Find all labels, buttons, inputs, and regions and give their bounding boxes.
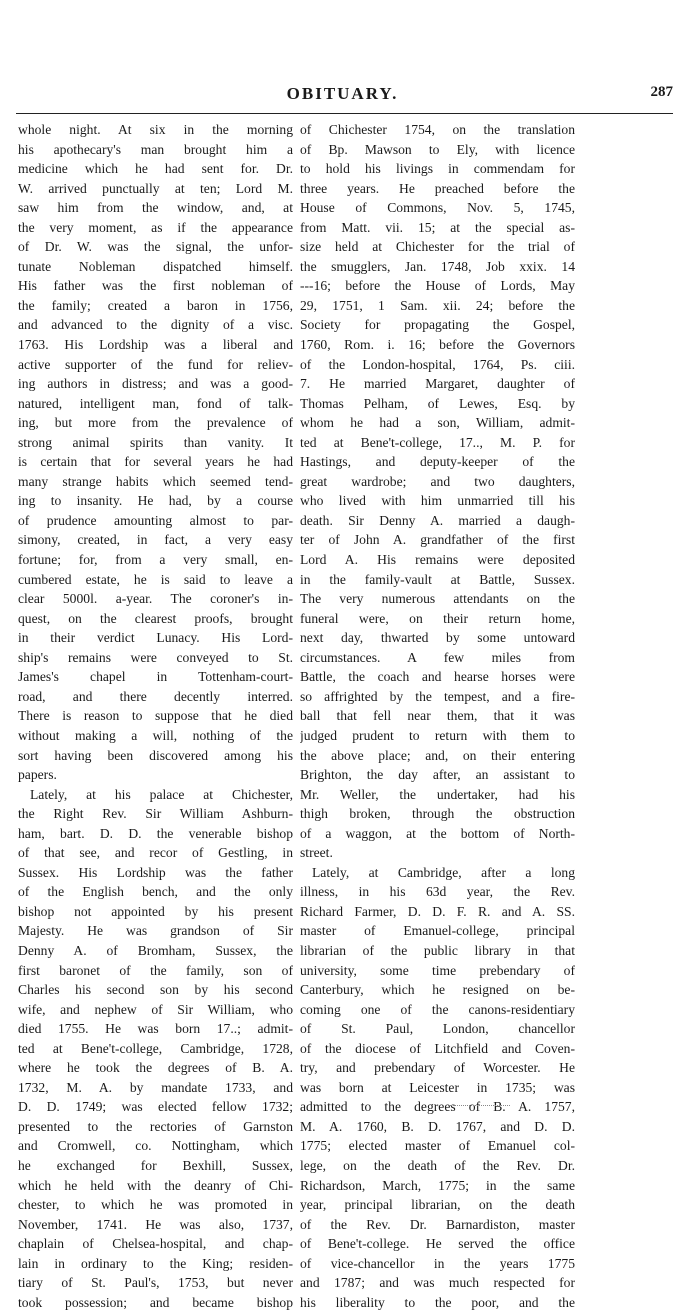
text-line: took possession; and became bishop (18, 1294, 293, 1310)
text-line: Sussex. His Lordship was the father (18, 864, 293, 880)
text-line: his liberality to the poor, and the (300, 1294, 575, 1310)
left-text-column (18, 120, 293, 1312)
text-line: of the Rev. Dr. Barnardiston, master (300, 1216, 575, 1232)
text-line: Lately, at Cambridge, after a long (312, 864, 575, 880)
text-line: Society for propagating the Gospel, (300, 317, 575, 333)
text-line: of a waggon, at the bottom of North- (300, 825, 575, 841)
text-line: cumbered estate, he is said to leave a (18, 571, 293, 587)
text-line: admitted to the degrees of B. A. 1757, (300, 1099, 575, 1115)
text-line: his apothecary's man brought him a (18, 141, 293, 157)
text-line: died 1755. He was born 17..; admit- (18, 1021, 293, 1037)
text-line: bishop not appointed by his present (18, 903, 293, 919)
text-line: sort having been discovered among his (18, 747, 293, 763)
text-line: fortune; for, from a very small, en- (18, 552, 293, 568)
text-line: Canterbury, which he resigned on be- (300, 982, 575, 998)
text-line: of that see, and recor of Gestling, in (18, 845, 293, 861)
text-line: Brighton, the day after, an assistant to (300, 767, 575, 783)
text-line: in their verdict Lunacy. His Lord- (18, 630, 293, 646)
text-line: librarian of the public library in that (300, 942, 575, 958)
text-line: great wardrobe; and two daughters, (300, 473, 575, 489)
text-line: was born at Leicester in 1735; was (300, 1079, 575, 1095)
text-line: of the diocese of Litchfield and Coven- (300, 1040, 575, 1056)
text-line: of the London-hospital, 1764, Ps. ciii. (300, 356, 575, 372)
text-line: where he took the degrees of B. A. (18, 1060, 293, 1076)
text-line: of vice-chancellor in the years 1775 (300, 1255, 575, 1271)
text-line: whom he had a son, William, admit- (300, 415, 575, 431)
text-line: Battle, the coach and hearse horses were (300, 669, 575, 685)
text-line: circumstances. A few miles from (300, 649, 575, 665)
text-line: year, principal librarian, on the death (300, 1197, 575, 1213)
text-line: of the English bench, and the only (18, 884, 293, 900)
text-line: illness, in his 63d year, the Rev. (300, 884, 575, 900)
text-line: coming one of the canons-residentiary (300, 1001, 575, 1017)
text-line: wife, and nephew of Sir William, who (18, 1001, 293, 1017)
text-line: James's chapel in Tottenham-court- (18, 669, 293, 685)
text-line: chester, to which he was promoted in (18, 1197, 293, 1213)
text-line: the Right Rev. Sir William Ashburn- (18, 806, 293, 822)
text-line: D. D. 1749; was elected fellow 1732; (18, 1099, 293, 1115)
text-line: active supporter of the fund for reliev- (18, 356, 293, 372)
text-line: Mr. Weller, the undertaker, had his (300, 786, 575, 802)
text-line: which he held with the deanry of Chi- (18, 1177, 293, 1193)
text-line: Thomas Pelham, of Lewes, Esq. by (300, 395, 575, 411)
text-line: House of Commons, Nov. 5, 1745, (300, 200, 575, 216)
text-line: clear 5000l. a-year. The coroner's in- (18, 591, 293, 607)
text-line: saw him from the window, and, at (18, 200, 293, 216)
text-line: medicine which he had sent for. Dr. (18, 161, 293, 177)
text-line: the smugglers, Jan. 1748, Job xxix. 14 (300, 258, 575, 274)
text-line: simony, created, in fact, a very easy (18, 532, 293, 548)
page-number: 287 (650, 84, 673, 100)
text-line: of prudence amounting almost to par- (18, 512, 293, 528)
text-line: Majesty. He was grandson of Sir (18, 923, 293, 939)
text-line: of Bene't-college. He served the office (300, 1236, 575, 1252)
page-title: OBITUARY. (286, 84, 399, 103)
text-line: next day, thwarted by some untoward (300, 630, 575, 646)
text-line: is certain that for several years he had (18, 454, 293, 470)
text-line: so affrighted by the tempest, and a fire- (300, 688, 575, 704)
text-line: Lately, at his palace at Chichester, (30, 786, 293, 802)
text-line: strong animal spirits than vanity. It (18, 434, 293, 450)
header-rule (16, 113, 673, 114)
text-line: size held at Chichester for the trial of (300, 239, 575, 255)
text-line: 1732, M. A. by mandate 1733, and (18, 1079, 293, 1095)
footer-mark (450, 1105, 510, 1106)
text-line: chaplain of Chelsea-hospital, and chap- (18, 1236, 293, 1252)
text-line: thigh broken, through the obstruction (300, 806, 575, 822)
text-line: the very moment, as if the appearance (18, 219, 293, 235)
text-line: try, and prebendary of Worcester. He (300, 1060, 575, 1076)
text-line: quest, on the clearest proofs, brought (18, 610, 293, 626)
text-line: natured, intelligent man, fond of talk- (18, 395, 293, 411)
text-line: of Chichester 1754, on the translation (300, 122, 575, 137)
text-line: 1760, Rom. i. 16; before the Governors (300, 337, 575, 353)
text-line: he exchanged for Bexhill, Sussex, (18, 1157, 293, 1173)
text-line: Charles his second son by his second (18, 982, 293, 998)
text-line: road, and there decently interred. (18, 688, 293, 704)
text-line: and 1787; and was much respected for (300, 1275, 575, 1291)
text-line: ted at Bene't-college, Cambridge, 1728, (18, 1040, 293, 1056)
text-line: tunate Nobleman dispatched himself. (18, 258, 293, 274)
text-line: papers. (18, 767, 57, 783)
text-line: W. arrived punctually at ten; Lord M. (18, 180, 293, 196)
text-line: who lived with him unmarried till his (300, 493, 575, 509)
text-line: 1763. His Lordship was a liberal and (18, 337, 293, 353)
text-line: of Bp. Mawson to Ely, with licence (300, 141, 575, 157)
text-line: Lord A. His remains were deposited (300, 552, 575, 568)
text-line: ball that fell near them, that it was (300, 708, 575, 724)
text-line: three years. He preached before the (300, 180, 575, 196)
text-line: M. A. 1760, B. D. 1767, and D. D. (300, 1118, 575, 1134)
text-line: in the family-vault at Battle, Sussex. (300, 571, 575, 587)
text-line: 1775; elected master of Emanuel col- (300, 1138, 575, 1154)
text-line: and advanced to the dignity of a visc. (18, 317, 293, 333)
text-line: funeral were, on their return home, (300, 610, 575, 626)
text-line: and Cromwell, co. Nottingham, which (18, 1138, 293, 1154)
text-line: to hold his livings in commendam for (300, 161, 575, 177)
text-line: ing authors in distress; and was a good- (18, 376, 293, 392)
right-text-column (300, 120, 575, 1312)
text-line: ham, bart. D. D. the venerable bishop (18, 825, 293, 841)
text-line: first baronet of the family, son of (18, 962, 293, 978)
text-line: judged prudent to return with them to (300, 727, 575, 743)
text-line: 29, 1751, 1 Sam. xii. 24; before the (300, 297, 575, 313)
text-line: ship's remains were conveyed to St. (18, 649, 293, 665)
text-line: There is reason to suppose that he died (18, 708, 293, 724)
text-line: ter of John A. grandfather of the first (300, 532, 575, 548)
text-line: the family; created a baron in 1756, (18, 297, 293, 313)
text-line: university, some time prebendary of (300, 962, 575, 978)
text-line: ing to insanity. He had, by a course (18, 493, 293, 509)
text-line: lain in ordinary to the King; residen- (18, 1255, 293, 1271)
text-line: His father was the first nobleman of (18, 278, 293, 294)
text-line: tiary of St. Paul's, 1753, but never (18, 1275, 293, 1291)
text-line: 7. He married Margaret, daughter of (300, 376, 575, 392)
text-line: The very numerous attendants on the (300, 591, 575, 607)
text-line: of Dr. W. was the signal, the unfor- (18, 239, 293, 255)
text-line: of St. Paul, London, chancellor (300, 1021, 575, 1037)
text-line: many strange habits which seemed tend- (18, 473, 293, 489)
text-line: master of Emanuel-college, principal (300, 923, 575, 939)
text-line: without making a will, nothing of the (18, 727, 293, 743)
text-line: presented to the rectories of Garnston (18, 1118, 293, 1134)
text-line: street. (300, 845, 333, 861)
text-line: November, 1741. He was also, 1737, (18, 1216, 293, 1232)
text-line: ing, but more from the prevalence of (18, 415, 293, 431)
text-line: whole night. At six in the morning (18, 122, 293, 137)
text-line: Richard Farmer, D. D. F. R. and A. SS. (300, 903, 575, 919)
text-line: from Matt. vii. 15; at the special as- (300, 219, 575, 235)
text-line: the above place; and, on their entering (300, 747, 575, 763)
text-line: Richardson, March, 1775; in the same (300, 1177, 575, 1193)
text-line: ---16; before the House of Lords, May (300, 278, 575, 294)
text-line: death. Sir Denny A. married a daugh- (300, 512, 575, 528)
text-line: lege, on the death of the Rev. Dr. (300, 1157, 575, 1173)
text-line: Denny A. of Bromham, Sussex, the (18, 942, 293, 958)
text-line: ted at Bene't-college, 17.., M. P. for (300, 434, 575, 450)
text-line: Hastings, and deputy-keeper of the (300, 454, 575, 470)
